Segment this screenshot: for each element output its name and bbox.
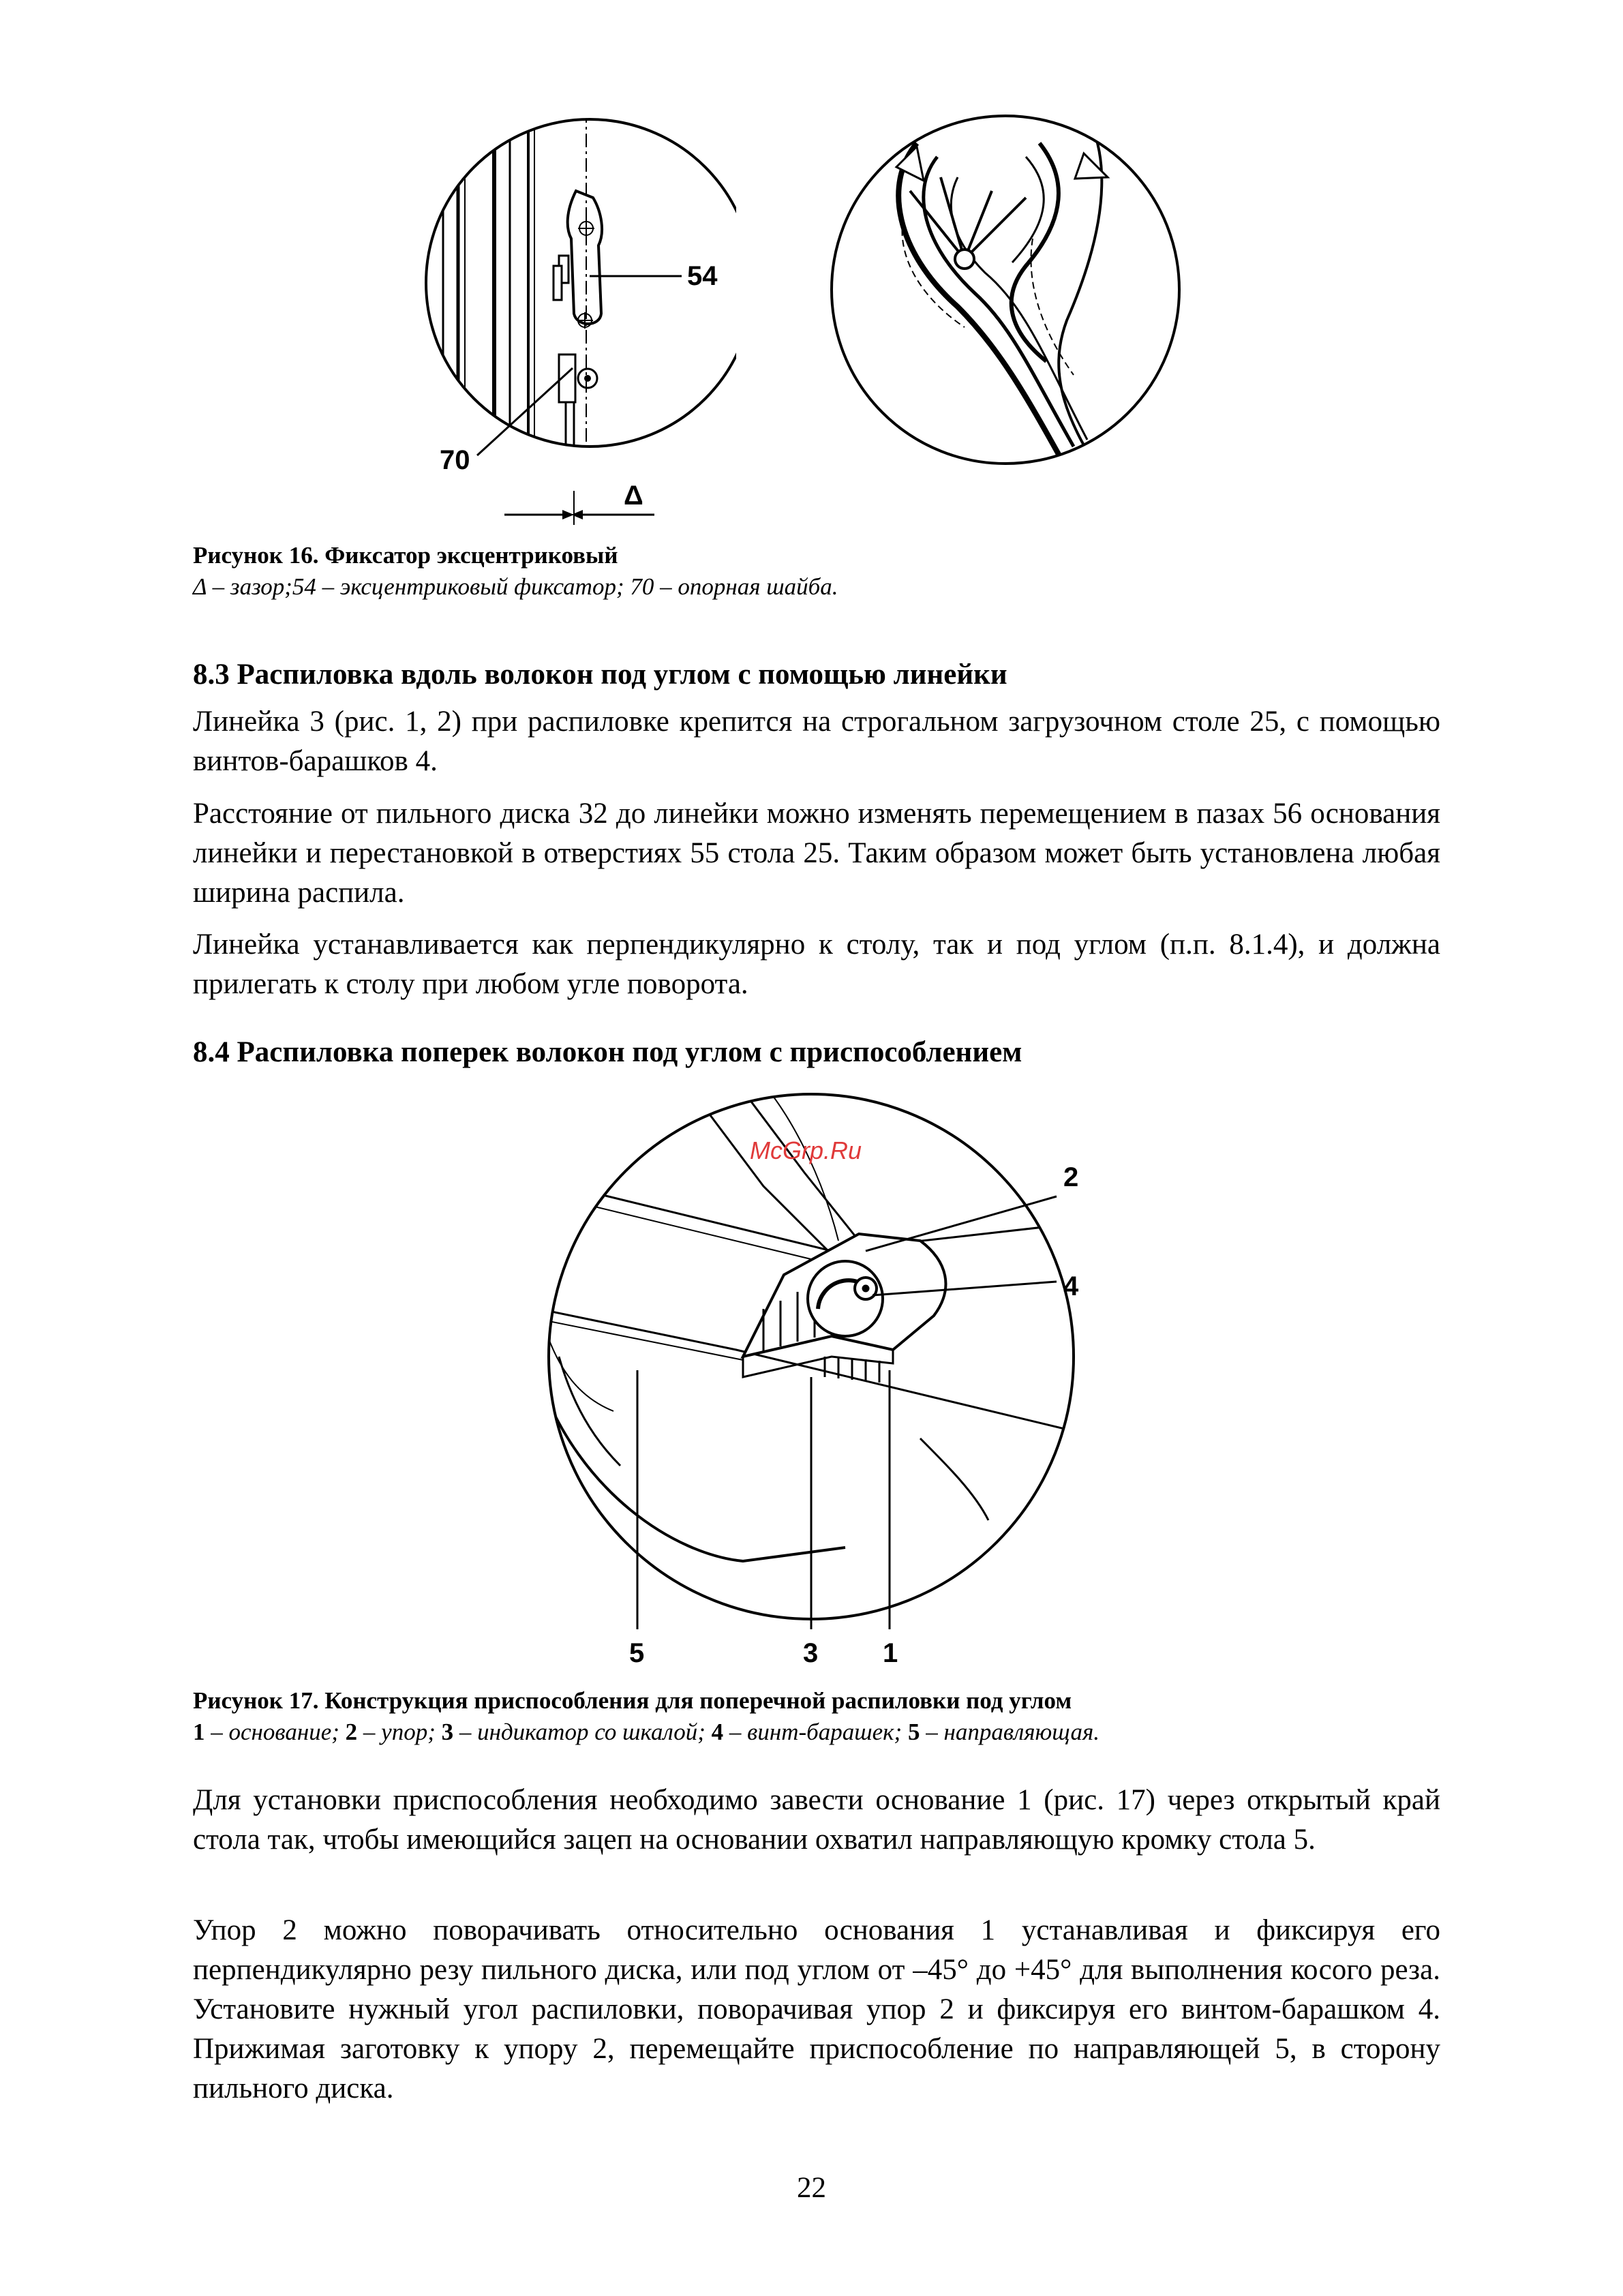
body-paragraph-2: Упор 2 можно поворачивать относительно основания 1 устанавливая и фиксируя его перпендикулярно резу пильного диска, или под углом от –45° до +45° для выполнения косого реза. Установите нужный угол распиловки, поворачивая упор 2 и фиксируя его винтом-барашком 4. Прижимая заготовку к упору 2, перемещайте приспособление по направляющей 5, в сторону пильного диска. [193,1914,1440,2104]
figure-17-caption-title: Рисунок 17. Конструкция приспособления для поперечной распиловки под углом [193,1687,1072,1714]
legend-num-2: 2 [345,1719,358,1745]
legend-num-3: 3 [441,1719,454,1745]
figure-16-caption [193,540,1440,603]
callout-70: 70 [440,445,470,475]
figure-16-caption-body: Δ – зазор;54 – эксцентриковый фиксатор; 70 – опорная шайба. [193,573,838,600]
watermark: McGrp.Ru [750,1136,862,1164]
page-number: 22 [797,2172,826,2204]
legend-num-4: 4 [711,1719,724,1745]
figure-16-right-detail [821,102,1189,484]
figure-17-illustration [539,1084,1104,1670]
callout-2: 2 [1063,1162,1079,1192]
legend-text-2: – упор; [357,1719,442,1745]
legend-text-3: – индикатор со шкалой; [453,1719,712,1745]
figure-16-caption-title: Рисунок 16. Фиксатор эксцентриковый [193,542,618,569]
legend-num-1: 1 [193,1719,205,1745]
body-paragraph-1: Для установки приспособления необходимо завести основание 1 (рис. 17) через открытый край стола так, чтобы имеющийся зацеп на основании охватил направляющую кромку стола 5. [193,1784,1440,1856]
section-8-3-heading: 8.3 Распиловка вдоль волокон под углом с помощью линейки [193,659,1007,691]
figure-16-annotations [423,109,750,532]
callout-3: 3 [803,1638,819,1668]
legend-text-5: – направляющая. [920,1719,1100,1745]
callout-4: 4 [1063,1271,1079,1301]
section-8-3-paragraph-1: Линейка 3 (рис. 1, 2) при распиловке крепится на строгальном загрузочном столе 25, с помощью винтов-барашков 4. [193,706,1440,777]
legend-text-4: – винт-барашек; [723,1719,908,1745]
section-8-3-paragraph-3: Линейка устанавливается как перпендикулярно к столу, так и под углом (п.п. 8.1.4), и должна прилегать к столу при любом угле поворота. [193,928,1440,1000]
callout-1: 1 [883,1638,898,1668]
callout-delta: Δ [624,481,643,511]
figure-17-legend [193,1717,1440,1748]
callout-5: 5 [629,1638,645,1668]
section-8-3-paragraph-2: Расстояние от пильного диска 32 до линейки можно изменять перемещением в пазах 56 основания линейки и перестановкой в отверстиях 55 стола 25. Таким образом может быть установлена любая ширина распила. [193,798,1440,909]
callout-54: 54 [687,261,718,291]
legend-text-1: – основание; [204,1719,346,1745]
figure-17-caption [193,1685,1440,1748]
legend-num-5: 5 [907,1719,920,1745]
section-8-4-heading: 8.4 Распиловка поперек волокон под углом с приспособлением [193,1036,1022,1068]
